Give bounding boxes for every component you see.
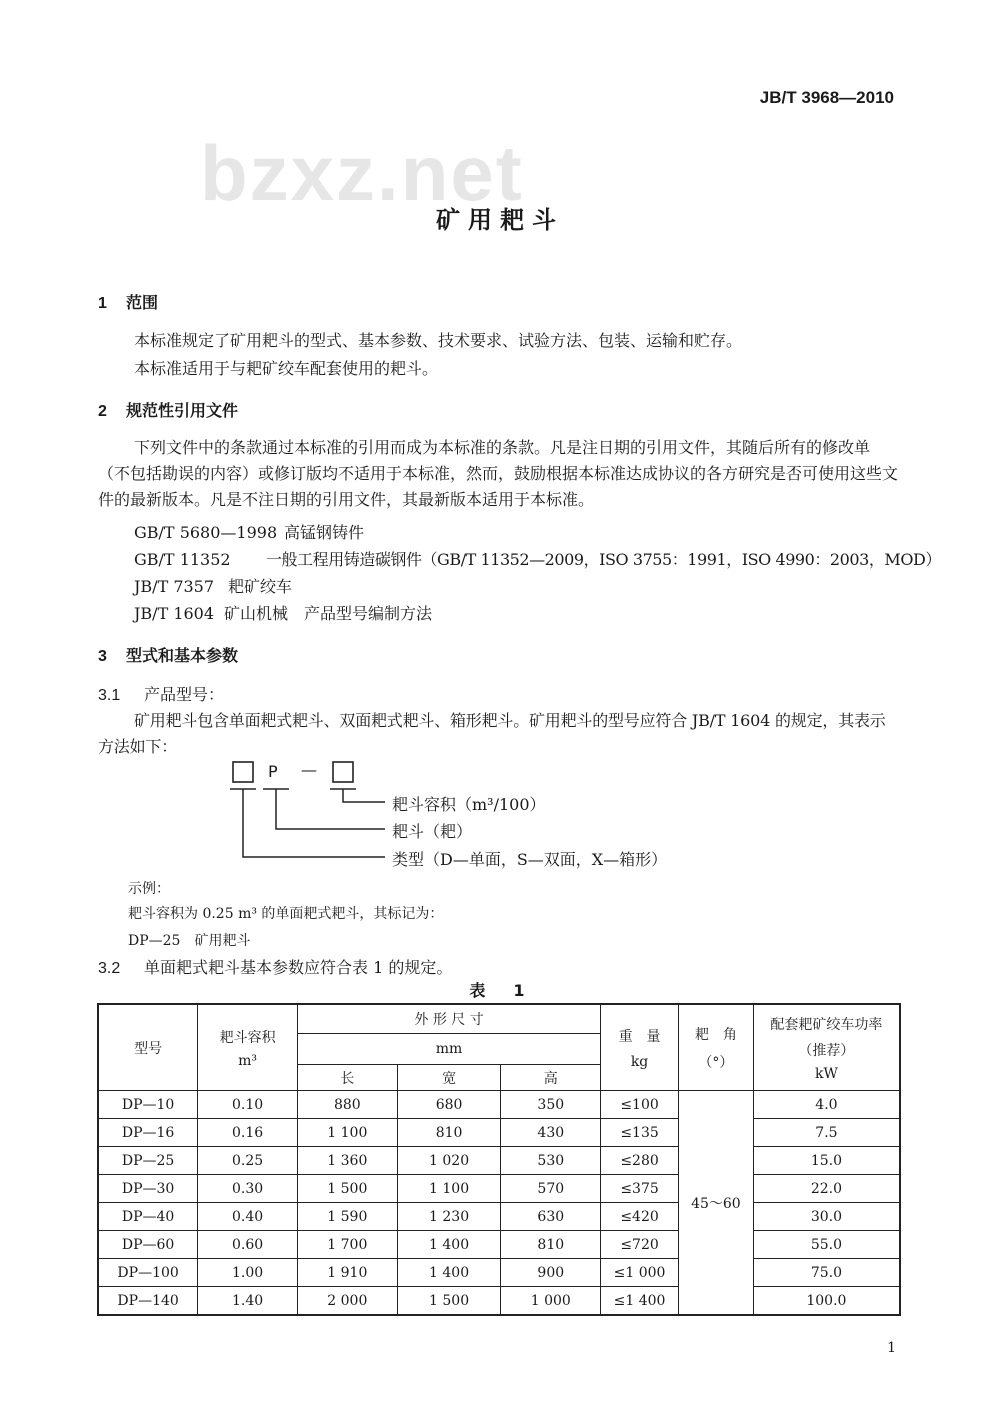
section-3-heading bbox=[98, 643, 238, 666]
cell-cap: 1.00 bbox=[198, 1259, 298, 1287]
reference-title: 耙矿绞车 bbox=[228, 577, 293, 596]
cell-wt: ≤100 bbox=[601, 1091, 679, 1119]
section-number: 2 bbox=[98, 403, 107, 420]
section-number: 3 bbox=[98, 648, 107, 665]
reference-title: 矿山机械 产品型号编制方法 bbox=[224, 604, 433, 623]
cell-len: 2 000 bbox=[297, 1287, 397, 1316]
cell-wt: ≤720 bbox=[601, 1231, 679, 1259]
cell-hgt: 810 bbox=[501, 1231, 601, 1259]
cell-model: DP—100 bbox=[98, 1259, 198, 1287]
cell-power: 15.0 bbox=[753, 1147, 900, 1175]
example-text: 耙斗容积为 0.25 m³ 的单面耙式耙斗，其标记为： bbox=[128, 906, 444, 922]
cell-wt: ≤135 bbox=[601, 1119, 679, 1147]
cell-hgt: 630 bbox=[501, 1203, 601, 1231]
reference-title: 一般工程用铸造碳钢件（GB/T 11352—2009，ISO 3755：1991，ISO 4990：2003，MOD） bbox=[266, 550, 941, 569]
cell-hgt: 350 bbox=[501, 1091, 601, 1119]
parameters-table bbox=[97, 1003, 901, 1316]
cell-hgt: 530 bbox=[501, 1147, 601, 1175]
cell-hgt: 430 bbox=[501, 1119, 601, 1147]
reference-item bbox=[134, 574, 292, 597]
header-capacity: 耙斗容积 m³ bbox=[198, 1004, 298, 1091]
reference-code: GB/T 5680—1998 bbox=[134, 523, 278, 542]
reference-item bbox=[134, 547, 941, 570]
header-height: 高 bbox=[501, 1065, 601, 1091]
section-number: 1 bbox=[98, 295, 107, 312]
page-number: 1 bbox=[887, 1340, 896, 1356]
cell-wt: ≤375 bbox=[601, 1175, 679, 1203]
table-row bbox=[98, 1147, 900, 1175]
cell-wid: 680 bbox=[397, 1091, 501, 1119]
section-title: 型式和基本参数 bbox=[126, 646, 239, 665]
header-model: 型号 bbox=[98, 1004, 198, 1091]
document-title: 矿用耙斗 bbox=[436, 206, 564, 234]
example-label: 示例： bbox=[128, 881, 170, 897]
cell-cap: 0.30 bbox=[198, 1175, 298, 1203]
table-row bbox=[98, 1259, 900, 1287]
reference-title: 高锰钢铸件 bbox=[284, 523, 365, 542]
header-weight: 重 量 kg bbox=[601, 1004, 679, 1091]
cell-cap: 0.10 bbox=[198, 1091, 298, 1119]
cell-power: 100.0 bbox=[753, 1287, 900, 1316]
cell-power: 7.5 bbox=[753, 1119, 900, 1147]
cell-len: 880 bbox=[297, 1091, 397, 1119]
type-label: 类型（D—单面，S—双面，X—箱形） bbox=[392, 850, 668, 869]
cell-power: 22.0 bbox=[753, 1175, 900, 1203]
reference-code: GB/T 11352 bbox=[134, 550, 231, 569]
p-leader bbox=[276, 789, 385, 829]
section-title: 范围 bbox=[126, 293, 159, 312]
standard-number: JB/T 3968—2010 bbox=[759, 88, 894, 107]
cell-hgt: 900 bbox=[501, 1259, 601, 1287]
example-mark: DP—25 矿用耙斗 bbox=[128, 933, 251, 949]
section-2-heading bbox=[98, 398, 238, 421]
table-row bbox=[98, 1119, 900, 1147]
section-1-heading bbox=[98, 290, 158, 313]
table-row bbox=[98, 1287, 900, 1316]
watermark: bzxz.net bbox=[200, 129, 524, 217]
cell-wid: 1 400 bbox=[397, 1231, 501, 1259]
cell-len: 1 700 bbox=[297, 1231, 397, 1259]
cell-wid: 1 100 bbox=[397, 1175, 501, 1203]
cell-cap: 1.40 bbox=[198, 1287, 298, 1316]
cell-power: 55.0 bbox=[753, 1231, 900, 1259]
header-dimensions-unit: mm bbox=[297, 1034, 600, 1065]
section-title: 规范性引用文件 bbox=[126, 401, 239, 420]
cell-cap: 0.16 bbox=[198, 1119, 298, 1147]
reference-item bbox=[134, 601, 432, 624]
capacity-label: 耙斗容积（m³/100） bbox=[392, 795, 546, 814]
subsection-3-2 bbox=[98, 955, 452, 978]
subsection-3-1 bbox=[98, 682, 224, 705]
cell-model: DP—10 bbox=[98, 1091, 198, 1119]
table-row bbox=[98, 1175, 900, 1203]
rake-label: 耙斗（耙） bbox=[392, 822, 473, 841]
cell-wid: 1 020 bbox=[397, 1147, 501, 1175]
subsection-number: 3.2 bbox=[98, 960, 121, 977]
header-power: 配套耙矿绞车功率 （推荐） kW bbox=[753, 1004, 900, 1091]
header-width: 宽 bbox=[397, 1065, 501, 1091]
table-title: 表 1 bbox=[469, 981, 531, 1000]
cell-wid: 1 500 bbox=[397, 1287, 501, 1316]
type-box bbox=[233, 762, 253, 782]
type-leader bbox=[243, 789, 385, 857]
cell-model: DP—30 bbox=[98, 1175, 198, 1203]
diagram-dash: — bbox=[301, 760, 317, 779]
capacity-leader bbox=[343, 789, 385, 802]
subsection-text: 单面耙式耙斗基本参数应符合表 1 的规定。 bbox=[144, 958, 453, 977]
paragraph: 本标准规定了矿用耙斗的型式、基本参数、技术要求、试验方法、包装、运输和贮存。 bbox=[134, 331, 743, 350]
paragraph: 下列文件中的条款通过本标准的引用而成为本标准的条款。凡是注日期的引用文件，其随后所有的修改单（不包括勘误的内容）或修订版均不适用于本标准，然而，鼓励根据本标准达成协议的各方研究是否可使用这些文件的最新版本。凡是不注日期的引用文件，其最新版本适用于本标准。 bbox=[98, 438, 899, 509]
cell-wt: ≤280 bbox=[601, 1147, 679, 1175]
cell-len: 1 910 bbox=[297, 1259, 397, 1287]
cell-cap: 0.25 bbox=[198, 1147, 298, 1175]
cell-hgt: 1 000 bbox=[501, 1287, 601, 1316]
cell-wt: ≤1 000 bbox=[601, 1259, 679, 1287]
cell-power: 75.0 bbox=[753, 1259, 900, 1287]
cell-len: 1 100 bbox=[297, 1119, 397, 1147]
cell-len: 1 500 bbox=[297, 1175, 397, 1203]
cell-wid: 1 400 bbox=[397, 1259, 501, 1287]
header-angle: 耙 角 （°） bbox=[678, 1004, 753, 1091]
paragraph: 本标准适用于与耙矿绞车配套使用的耙斗。 bbox=[134, 359, 439, 378]
header-length: 长 bbox=[297, 1065, 397, 1091]
cell-cap: 0.60 bbox=[198, 1231, 298, 1259]
reference-code: JB/T 1604 bbox=[134, 604, 215, 623]
table-row bbox=[98, 1091, 900, 1119]
reference-code: JB/T 7357 bbox=[134, 577, 215, 596]
cell-power: 4.0 bbox=[753, 1091, 900, 1119]
cell-wid: 810 bbox=[397, 1119, 501, 1147]
cell-wid: 1 230 bbox=[397, 1203, 501, 1231]
cell-wt: ≤420 bbox=[601, 1203, 679, 1231]
header-dimensions: 外 形 尺 寸 bbox=[297, 1004, 600, 1034]
cell-hgt: 570 bbox=[501, 1175, 601, 1203]
cell-len: 1 590 bbox=[297, 1203, 397, 1231]
p-letter: P bbox=[268, 762, 278, 781]
capacity-box bbox=[333, 762, 353, 782]
cell-model: DP—60 bbox=[98, 1231, 198, 1259]
cell-len: 1 360 bbox=[297, 1147, 397, 1175]
cell-cap: 0.40 bbox=[198, 1203, 298, 1231]
cell-angle: 45～60 bbox=[678, 1091, 753, 1316]
reference-item bbox=[134, 520, 364, 543]
cell-model: DP—16 bbox=[98, 1119, 198, 1147]
subsection-label: 产品型号： bbox=[144, 685, 225, 704]
table-row bbox=[98, 1203, 900, 1231]
cell-wt: ≤1 400 bbox=[601, 1287, 679, 1316]
table-row bbox=[98, 1231, 900, 1259]
subsection-number: 3.1 bbox=[98, 687, 121, 704]
paragraph: 矿用耙斗包含单面耙式耙斗、双面耙式耙斗、箱形耙斗。矿用耙斗的型号应符合 JB/T 1604 的规定，其表示方法如下： bbox=[98, 711, 886, 756]
cell-power: 30.0 bbox=[753, 1203, 900, 1231]
cell-model: DP—140 bbox=[98, 1287, 198, 1316]
cell-model: DP—40 bbox=[98, 1203, 198, 1231]
cell-model: DP—25 bbox=[98, 1147, 198, 1175]
